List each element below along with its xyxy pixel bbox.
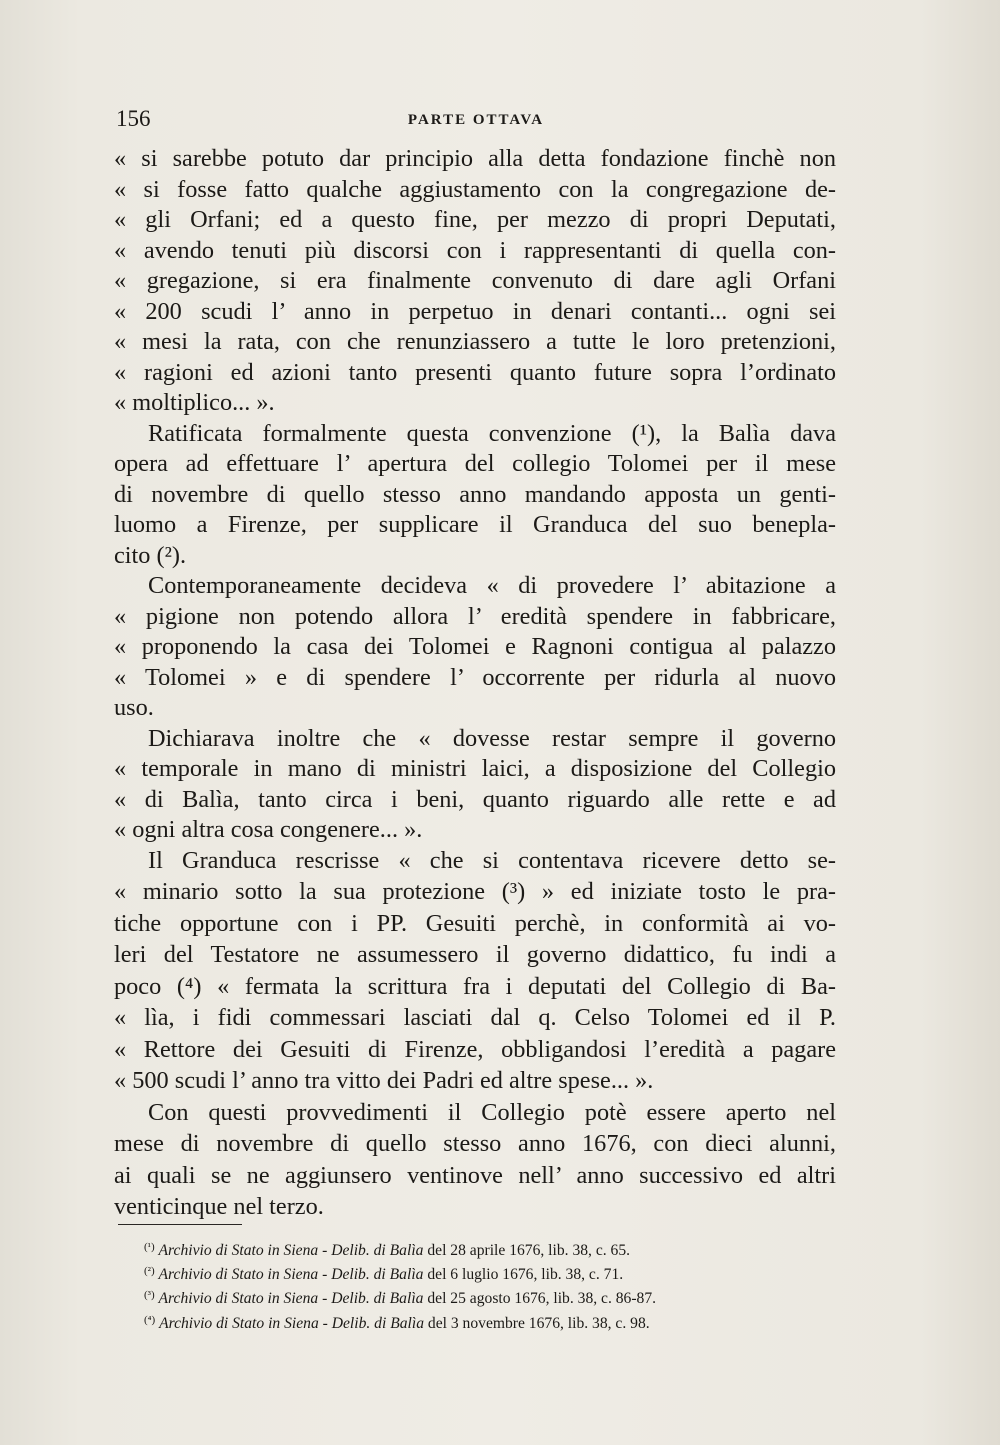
text-line: cito (²). [114, 541, 187, 569]
footnote-mark: (³) [144, 1289, 155, 1302]
text-line: « 500 scudi l’ anno tra vitto dei Padri ed altre spese... ». [114, 1067, 654, 1094]
text-line: « moltiplico... ». [114, 389, 275, 416]
footnote-detail: del 25 agosto 1676, lib. 38, c. 86-87. [427, 1290, 657, 1308]
text-line: « Rettore dei Gesuiti di Firenze, obbligandosi l’eredità a pagare [114, 1035, 836, 1063]
text-line: opera ad effettuare l’ apertura del collegio Tolomei per il mese [114, 450, 836, 477]
text-line: poco (⁴) « fermata la scrittura fra i deputati del Collegio di Ba- [114, 972, 836, 1000]
paragraph-start-line: Con questi provvedimenti il Collegio potè essere aperto nel [148, 1098, 836, 1126]
text-line: « minario sotto la sua protezione (³) » ed iniziate tosto le pra- [114, 878, 836, 905]
text-line: « gregazione, si era finalmente convenuto di dare agli Orfani [114, 267, 836, 294]
footnote-mark: (²) [144, 1265, 155, 1278]
text-line: « ragioni ed azioni tanto presenti quanto future sopra l’ordinato [114, 358, 836, 386]
running-head: PARTE OTTAVA [407, 112, 545, 128]
footnote-mark: (⁴) [144, 1313, 156, 1326]
footnote-1 [144, 1237, 834, 1261]
footnote-source: Archivio di Stato in Siena - Delib. di Balìa [158, 1266, 424, 1284]
footnote-divider [118, 1224, 242, 1225]
text-line: uso. [114, 694, 154, 721]
text-line: venticinque nel terzo. [114, 1193, 324, 1220]
paragraph-start-line: Ratificata formalmente questa convenzione (¹), la Balìa dava [148, 419, 836, 447]
text-line: leri del Testatore ne assumessero il governo didattico, fu indi a [114, 941, 836, 968]
text-line: « di Balìa, tanto circa i beni, quanto riguardo alle rette e ad [114, 785, 836, 813]
text-line: « mesi la rata, con che renunziassero a tutte le loro pretenzioni, [114, 328, 836, 355]
text-line: « si fosse fatto qualche aggiustamento con la congregazione de- [114, 175, 836, 203]
text-line: « pigione non potendo allora l’ eredità spendere in fabbricare, [114, 602, 836, 630]
footnote-source: Archivio di Stato in Siena - Delib. di Balìa [158, 1290, 424, 1308]
text-line: « ogni altra cosa congenere... ». [114, 816, 423, 843]
text-line: « avendo tenuti più discorsi con i rappresentanti di quella con- [114, 236, 836, 264]
text-line: « lìa, i fidi commessari lasciati dal q. Celso Tolomei ed il P. [114, 1004, 836, 1031]
text-line: « temporale in mano di ministri laici, a disposizione del Collegio [114, 755, 836, 782]
footnote-detail: del 6 luglio 1676, lib. 38, c. 71. [427, 1266, 624, 1284]
page-header [116, 106, 836, 140]
footnote-2 [144, 1261, 834, 1285]
footnotes [144, 1237, 834, 1334]
footnote-4 [144, 1310, 834, 1334]
text-line: « Tolomei » e di spendere l’ occorrente per ridurla al nuovo [114, 663, 836, 691]
text-line: « 200 scudi l’ anno in perpetuo in denari contanti... ogni sei [114, 297, 836, 325]
text-line: « si sarebbe potuto dar principio alla detta fondazione finchè non [114, 145, 836, 172]
text-line: di novembre di quello stesso anno mandando apposta un genti- [114, 480, 836, 508]
footnote-detail: del 28 aprile 1676, lib. 38, c. 65. [427, 1242, 631, 1259]
footnote-detail: del 3 novembre 1676, lib. 38, c. 98. [427, 1314, 650, 1332]
page-number: 156 [116, 106, 151, 131]
footnote-3 [144, 1285, 834, 1309]
text-line: ai quali se ne aggiunsero ventinove nell’ anno successivo ed altri [114, 1161, 836, 1189]
paragraph-start-line: Il Granduca rescrisse « che si contentava ricevere detto se- [148, 846, 836, 874]
paragraph-start-line: Contemporaneamente decideva « di provedere l’ abitazione a [148, 572, 836, 599]
text-line: tiche opportune con i PP. Gesuiti perchè, in conformità ai vo- [114, 909, 836, 937]
text-line: mese di novembre di quello stesso anno 1676, con dieci alunni, [114, 1130, 836, 1157]
footnote-source: Archivio di Stato in Siena - Delib. di Balìa [159, 1314, 424, 1332]
footnote-source: Archivio di Stato in Siena - Delib. di Balìa [158, 1242, 424, 1259]
paragraph-start-line: Dichiarava inoltre che « dovesse restar sempre il governo [148, 724, 836, 752]
text-line: luomo a Firenze, per supplicare il Granduca del suo benepla- [114, 511, 836, 538]
text-line: « proponendo la casa dei Tolomei e Ragnoni contigua al palazzo [114, 633, 836, 660]
body-text [114, 144, 836, 1224]
text-line: « gli Orfani; ed a questo fine, per mezzo di propri Deputati, [114, 206, 836, 233]
footnote-mark: (¹) [144, 1241, 155, 1253]
